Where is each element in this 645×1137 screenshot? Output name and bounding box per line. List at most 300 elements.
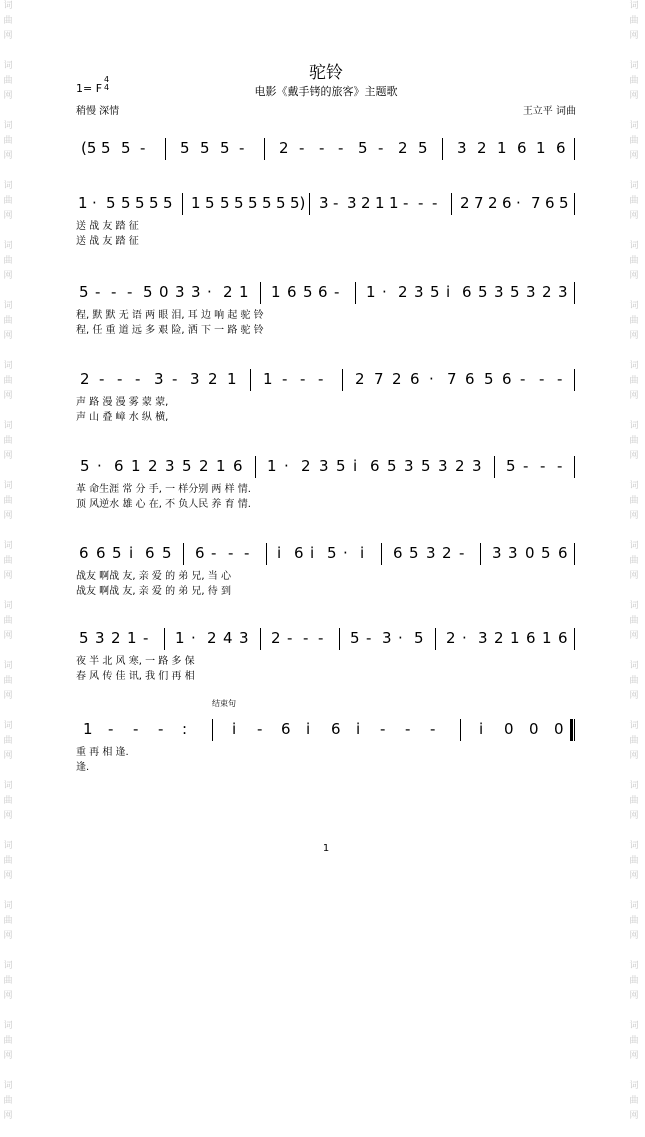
note-symbol: - [318,370,324,388]
note-symbol: 7 [474,194,484,212]
note-symbol: 3 [472,457,482,475]
note-symbol: 5 [248,194,258,212]
watermark-gap [627,525,641,537]
watermark-glyph: 曲 [629,616,639,626]
lyric-verse-1: 程, 默 默 无 语 两 眼 泪, 耳 边 响 起 驼 铃 [76,310,264,321]
watermark-gap [1,825,15,837]
bar-line [355,282,356,304]
note-symbol: 2 [460,194,470,212]
note-symbol: 5 [409,544,419,562]
watermark-gap [1,345,15,357]
bar-line [435,628,436,650]
note-symbol: - [366,629,372,647]
watermark-glyph: 词 [629,361,639,371]
composer-credit: 王立平 词曲 [522,106,576,117]
note-symbol: - [143,629,149,647]
bar-line [260,628,261,650]
note-symbol: - [257,720,263,738]
lyric-verse-1: 重 再 相 逢. [76,747,129,758]
watermark-gap [627,165,641,177]
watermark-glyph: 曲 [3,496,13,506]
watermark-glyph: 词 [629,421,639,431]
watermark-glyph: 词 [3,781,13,791]
watermark-glyph: 词 [3,421,13,431]
watermark-glyph: 词 [3,1081,13,1091]
watermark-gap [627,465,641,477]
bar-line [255,456,256,478]
note-symbol: 3 [95,629,105,647]
tempo-marking: 稍慢 深情 [76,106,120,117]
notation-line [76,455,576,477]
note-symbol: 1 [366,283,376,301]
note-symbol: 6 [195,544,205,562]
note-symbol: 3 [438,457,448,475]
watermark-glyph: 曲 [3,1036,13,1046]
note-symbol: 5 [414,629,424,647]
watermark-glyph: 词 [629,841,639,851]
time-numerator: 4 [104,75,110,84]
watermark-glyph: 词 [3,241,13,251]
note-symbol: 5 [276,194,286,212]
watermark-gap [627,1065,641,1077]
bar-line [309,193,310,215]
lyric-verse-2: 程, 任 重 道 远 多 艰 险, 洒 下 一 路 驼 铃 [76,325,264,336]
note-symbol: 2 [148,457,158,475]
watermark-glyph: 词 [629,61,639,71]
watermark-glyph: 曲 [629,796,639,806]
note-symbol: · [462,629,467,647]
watermark-glyph: 词 [3,1021,13,1031]
note-symbol: - [140,139,146,157]
song-title: 驼铃 [309,63,343,83]
watermark-gap [1,465,15,477]
note-symbol: 5 [106,194,116,212]
watermark-glyph: 曲 [3,76,13,86]
note-symbol: - [211,544,217,562]
note-symbol: 5 [327,544,337,562]
bar-line [381,543,382,565]
note-symbol: 6 [281,720,291,738]
note-symbol: 5 [234,194,244,212]
note-symbol: 2 [398,283,408,301]
note-symbol: 6 [556,139,566,157]
note-symbol: 7 [447,370,457,388]
note-symbol: 7 [531,194,541,212]
note-symbol: 1 [271,283,281,301]
watermark-glyph: 网 [3,691,13,701]
note-symbol: 6 [287,283,297,301]
note-symbol: 2 [207,629,217,647]
bar-line [164,628,165,650]
lyric-verse-2: 逢. [76,762,90,773]
lyric-verse-1 [76,165,576,179]
note-symbol: 3 [526,283,536,301]
note-symbol: 3 [478,629,488,647]
note-symbol: - [287,629,293,647]
watermark-glyph: 网 [629,331,639,341]
watermark-glyph: 词 [629,721,639,731]
note-symbol: 3 [558,283,568,301]
note-symbol: · [398,629,403,647]
note-symbol: 5 [478,283,488,301]
watermark-glyph: 词 [629,901,639,911]
watermark-glyph: 曲 [3,736,13,746]
note-symbol: 1 [389,194,399,212]
watermark-glyph: 词 [3,121,13,131]
note-symbol: - [108,720,114,738]
note-symbol: - [133,720,139,738]
watermark-glyph: 词 [629,121,639,131]
note-symbol: 5 [262,194,272,212]
note-symbol: i [479,720,484,738]
note-symbol: 1 [267,457,277,475]
notation-line [76,281,576,303]
note-symbol: 2 [542,283,552,301]
watermark-glyph: 网 [3,571,13,581]
note-symbol: 2 [223,283,233,301]
note-symbol: 5 [205,194,215,212]
lyric-verse-1: 声 路 漫 漫 雾 蒙 蒙, [76,397,169,408]
note-symbol: · [382,283,387,301]
note-symbol: 1 [191,194,201,212]
watermark-gap [1,525,15,537]
watermark-glyph: 曲 [629,76,639,86]
note-symbol: 3 [239,629,249,647]
note-symbol: i [356,720,361,738]
watermark-glyph: 曲 [629,196,639,206]
note-symbol: 2 [442,544,452,562]
note-symbol: 1 [375,194,385,212]
note-symbol: i [446,283,451,301]
watermark-gap [627,285,641,297]
watermark-glyph: 网 [629,511,639,521]
watermark-glyph: 词 [3,301,13,311]
note-symbol: 5 [143,283,153,301]
bar-line [460,719,461,741]
watermark-gap [627,645,641,657]
watermark-glyph: 词 [629,181,639,191]
note-symbol: 5 [112,544,122,562]
note-symbol: 2 [477,139,487,157]
watermark-glyph: 网 [629,31,639,41]
song-subtitle: 电影《戴手铐的旅客》主题歌 [254,85,398,98]
bar-line [182,193,183,215]
watermark-gap [1,885,15,897]
note-symbol: 0 [529,720,539,738]
watermark-glyph: 网 [3,1051,13,1061]
note-symbol: i [360,544,365,562]
note-symbol: 6 [294,544,304,562]
note-symbol: 2 [488,194,498,212]
watermark-glyph: 词 [3,841,13,851]
watermark-glyph: 词 [3,541,13,551]
watermark-glyph: 曲 [629,916,639,926]
watermark-glyph: 词 [629,961,639,971]
watermark-glyph: 词 [629,1,639,11]
watermark-glyph: 曲 [629,676,639,686]
note-symbol: 6 [410,370,420,388]
watermark-glyph: 词 [3,901,13,911]
watermark-glyph: 曲 [3,16,13,26]
watermark-glyph: 网 [3,751,13,761]
watermark-glyph: 网 [629,91,639,101]
watermark-glyph: 网 [629,691,639,701]
note-symbol: 5 [200,139,210,157]
notation-line [76,718,576,740]
note-symbol: - [338,139,344,157]
watermark-glyph: 词 [629,241,639,251]
bar-line-end [574,543,575,565]
note-symbol: - [405,720,411,738]
watermark-glyph: 曲 [3,796,13,806]
notation-line [76,192,576,214]
note-symbol: - [135,370,141,388]
note-symbol: 5 [135,194,145,212]
watermark-glyph: 网 [629,871,639,881]
note-symbol: 6 [558,629,568,647]
watermark-glyph: 词 [629,1081,639,1091]
watermark-gap [627,105,641,117]
note-symbol: 6 [114,457,124,475]
watermark-gap [627,945,641,957]
note-symbol: - [228,544,234,562]
note-symbol: - [95,283,101,301]
watermark-glyph: 网 [3,211,13,221]
bar-line [183,543,184,565]
watermark-glyph: 网 [3,991,13,1001]
note-symbol: 5 [358,139,368,157]
note-symbol: 5 [559,194,569,212]
watermark-glyph: 曲 [3,316,13,326]
notation-line [76,542,576,564]
watermark-gap [1,765,15,777]
bar-line [342,369,343,391]
note-symbol: - [520,370,526,388]
note-symbol: 2 [208,370,218,388]
note-symbol: 3 [492,544,502,562]
note-symbol: - [319,139,325,157]
watermark-glyph: 词 [3,61,13,71]
watermark-glyph: 网 [3,511,13,521]
watermark-gap [1,585,15,597]
watermark-glyph: 曲 [629,436,639,446]
final-bar-line [570,719,573,741]
watermark-glyph: 曲 [3,1096,13,1106]
note-symbol: 5 [484,370,494,388]
watermark-glyph: 曲 [629,496,639,506]
note-symbol: 6 [545,194,555,212]
watermark-glyph: 曲 [3,676,13,686]
note-symbol: - [127,283,133,301]
note-symbol: - [300,370,306,388]
bar-line [264,138,265,160]
watermark-glyph: 网 [3,331,13,341]
watermark-glyph: 网 [629,451,639,461]
bar-line-end [574,628,575,650]
watermark-gap [1,225,15,237]
note-symbol: - [282,370,288,388]
note-symbol: 2 [455,457,465,475]
note-symbol: 3 [165,457,175,475]
bar-line [165,138,166,160]
watermark-gap [627,1005,641,1017]
watermark-glyph: 曲 [629,976,639,986]
watermark-glyph: 网 [629,751,639,761]
note-symbol: 1 [127,629,137,647]
notation-line [76,137,576,159]
note-symbol: - [244,544,250,562]
watermark-glyph: 网 [629,931,639,941]
note-symbol: 2 [111,629,121,647]
watermark-gap [1,45,15,57]
note-symbol: - [459,544,465,562]
watermark-gap [627,885,641,897]
note-symbol: - [539,370,545,388]
lyric-verse-2: 送 战 友 踏 征 [76,236,139,247]
watermark-glyph: 网 [629,1111,639,1121]
watermark-glyph: 网 [3,91,13,101]
note-symbol: - [557,457,563,475]
bar-line [339,628,340,650]
lyric-verse-2: 顶 风逆水 雄 心 在, 不 负人民 养 育 情. [76,499,251,510]
key-signature: 1= F [76,82,103,95]
note-symbol: 2 [199,457,209,475]
watermark-glyph: 网 [3,931,13,941]
watermark-glyph: 网 [3,151,13,161]
note-symbol: 6 [462,283,472,301]
note-symbol: · [343,544,348,562]
note-symbol: 6 [558,544,568,562]
watermark-glyph: 词 [3,661,13,671]
watermark-glyph: 曲 [3,136,13,146]
note-symbol: i [310,544,315,562]
watermark-glyph: 网 [629,991,639,1001]
watermark-glyph: 网 [629,391,639,401]
note-symbol: 5 [350,629,360,647]
bar-line [266,543,267,565]
note-symbol: 5 [121,139,131,157]
note-symbol: 7 [374,370,384,388]
note-symbol: 3 [382,629,392,647]
notation-line [76,627,576,649]
page-number: 1 [322,843,330,854]
note-symbol: 2 [392,370,402,388]
note-symbol: 1 [83,720,93,738]
note-symbol: 1 [497,139,507,157]
note-symbol: 5 [80,457,90,475]
watermark-glyph: 词 [629,781,639,791]
watermark-glyph: 词 [3,1,13,11]
watermark-glyph: 曲 [3,256,13,266]
note-symbol: 6 [526,629,536,647]
note-symbol: 3 [457,139,467,157]
note-symbol: : [182,720,188,738]
watermark-glyph: 曲 [3,196,13,206]
watermark-glyph: 网 [3,451,13,461]
note-symbol: - [318,629,324,647]
note-symbol: 3 [319,457,329,475]
note-symbol: 5 [220,139,230,157]
lyric-verse-1: 战友 啊战 友, 亲 爱 的 弟 兄, 当 心 [76,571,231,582]
bar-line-end [574,719,575,741]
note-symbol: 2 [398,139,408,157]
note-symbol: 2 [355,370,365,388]
watermark-glyph: 曲 [3,976,13,986]
note-symbol: 3 [154,370,164,388]
watermark-glyph: 网 [3,811,13,821]
watermark-glyph: 曲 [629,136,639,146]
bar-line [494,456,495,478]
watermark-glyph: 网 [3,391,13,401]
note-symbol: 1 [536,139,546,157]
note-symbol: - [430,720,436,738]
note-symbol: 4 [223,629,233,647]
note-symbol: 2 [301,457,311,475]
note-symbol: 6 [233,457,243,475]
note-symbol: - [299,139,305,157]
note-symbol: 0 [159,283,169,301]
note-symbol: 5 [220,194,230,212]
note-symbol: 5 [541,544,551,562]
watermark-gap [1,1005,15,1017]
note-symbol: 6 [517,139,527,157]
watermark-glyph: 网 [629,811,639,821]
watermark-gap [627,225,641,237]
watermark-glyph: 曲 [3,556,13,566]
note-symbol: 3 [508,544,518,562]
note-symbol: 1 [131,457,141,475]
lyric-verse-2: 战友 啊战 友, 亲 爱 的 弟 兄, 待 到 [76,586,231,597]
note-symbol: i [306,720,311,738]
watermark-glyph: 网 [629,571,639,581]
watermark-glyph: 网 [3,1111,13,1121]
lyric-verse-1: 革 命生涯 常 分 手, 一 样分别 两 样 情. [76,484,251,495]
note-symbol: 5 [387,457,397,475]
watermark-glyph: 网 [3,871,13,881]
bar-line [442,138,443,160]
note-symbol: 3 [175,283,185,301]
lyric-verse-2: 声 山 叠 嶂 水 纵 横, [76,412,169,423]
watermark-glyph: 词 [629,1021,639,1031]
watermark-glyph: 曲 [3,436,13,446]
note-symbol: i [353,457,358,475]
watermark-gap [627,765,641,777]
note-symbol: i [232,720,237,738]
note-symbol: · [191,629,196,647]
watermark-glyph: 词 [3,721,13,731]
watermark-gap [627,585,641,597]
watermark-gap [1,1125,15,1137]
note-symbol: 3 [190,370,200,388]
watermark-gap [627,705,641,717]
note-symbol: - [378,139,384,157]
note-symbol: - [117,370,123,388]
note-symbol: 0 [504,720,514,738]
note-symbol: 1 [216,457,226,475]
bar-line [451,193,452,215]
note-symbol: - [333,194,339,212]
note-symbol: 6 [370,457,380,475]
note-symbol: 3 [191,283,201,301]
time-denominator: 4 [104,83,110,92]
note-symbol: 3 [404,457,414,475]
note-symbol: 0 [525,544,535,562]
watermark-glyph: 词 [629,541,639,551]
note-symbol: - [239,139,245,157]
watermark-gap [1,405,15,417]
note-symbol: 5 [101,139,111,157]
note-symbol: 5) [290,194,306,212]
